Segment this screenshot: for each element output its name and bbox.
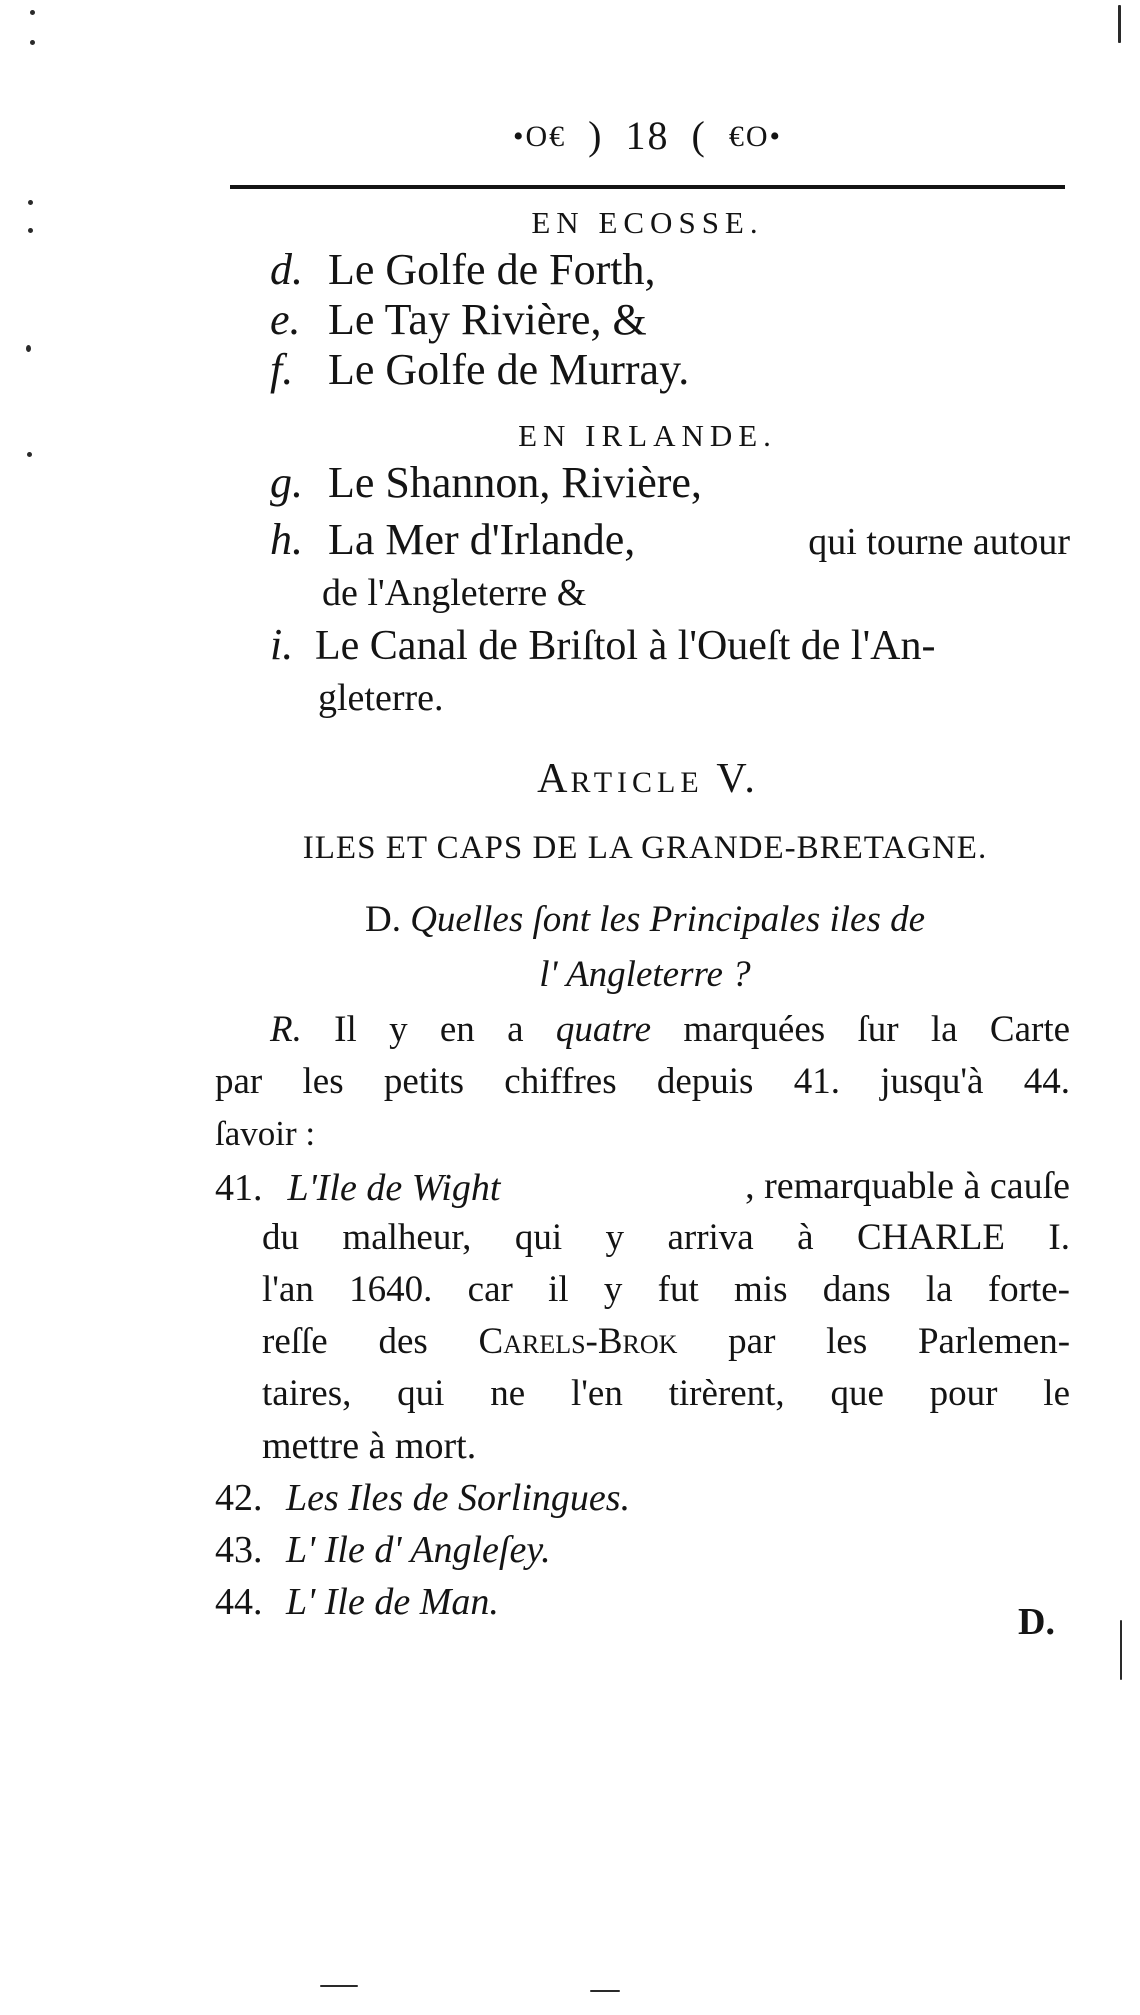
- item-text: La Mer d'Irlande,: [328, 515, 636, 564]
- scotland-heading: EN ECOSSE.: [531, 205, 764, 240]
- answer-emphasis: quatre: [555, 1009, 652, 1050]
- item-text: Le Golfe de Forth,: [328, 245, 656, 294]
- entry-41-line4: [262, 1317, 1070, 1367]
- item-label: g.: [270, 458, 303, 507]
- question-line1: [215, 898, 1075, 941]
- scotland-item-e: [270, 295, 647, 345]
- entry-number: 44.: [215, 1581, 263, 1623]
- scan-speck: [28, 228, 33, 233]
- question-text: l' Angleterre ?: [539, 954, 751, 995]
- item-label: f.: [270, 345, 294, 394]
- entry-41: [215, 1161, 1070, 1213]
- answer-line1: [270, 1005, 1070, 1055]
- scan-speck: [27, 452, 32, 457]
- ireland-heading: EN IRLANDE.: [518, 418, 777, 453]
- ireland-item-i: [270, 620, 1070, 671]
- right-ornament-icon: €O•: [728, 120, 782, 153]
- item-text: Le Tay Rivière, &: [328, 295, 647, 344]
- item-text: Le Golfe de Murray.: [328, 345, 690, 394]
- entry-44: [215, 1577, 499, 1627]
- entry-41-line3: l'an 1640. car il y fut mis dans la forte-: [262, 1269, 1070, 1310]
- entry-41-line6: mettre à mort.: [262, 1425, 477, 1467]
- catchword: D.: [1018, 1601, 1055, 1643]
- question-label: D.: [364, 899, 401, 940]
- item-label: e.: [270, 295, 301, 344]
- entry-number: 42.: [215, 1477, 263, 1519]
- page-number: ) 18 (: [588, 113, 707, 158]
- entry-number: 43.: [215, 1529, 263, 1571]
- entry-text: , remarquable à cauſe: [745, 1165, 1070, 1207]
- section-title: ILES ET CAPS DE LA GRANDE-BRETAGNE.: [302, 830, 988, 866]
- entry-title: L' Ile d' Angleſey.: [286, 1529, 551, 1571]
- page-header: [230, 112, 1065, 159]
- article-heading: [230, 755, 1065, 803]
- header-rule: [230, 185, 1065, 189]
- ireland-item-h-line2: de l'Angleterre &: [322, 572, 587, 614]
- scan-speck: [320, 1985, 358, 1987]
- item-text-continued: qui tourne autour: [808, 521, 1070, 563]
- answer-line2: par les petits chiffres depuis 41. jusqu'à 44.: [215, 1061, 1070, 1102]
- answer-line3: ſavoir :: [215, 1114, 316, 1153]
- scan-speck: [590, 1990, 620, 1992]
- scan-edge-mark: [1118, 5, 1121, 43]
- question-text: Quelles ſont les Principales iles de: [410, 899, 926, 940]
- ireland-item-h: [270, 515, 1070, 565]
- answer-text: Il y en a: [334, 1009, 524, 1050]
- entry-text: par les Parlemen-: [728, 1321, 1071, 1362]
- answer-label: R.: [270, 1009, 302, 1050]
- entry-title: L'Ile de Wight: [287, 1167, 501, 1209]
- item-label: d.: [270, 245, 303, 294]
- item-label: i.: [270, 620, 294, 669]
- entry-number: 41.: [215, 1167, 263, 1209]
- item-text: Le Shannon, Rivière,: [328, 458, 702, 507]
- scan-speck: [30, 10, 35, 15]
- ireland-item-i-line2: gleterre.: [318, 677, 444, 719]
- scotland-item-f: [270, 345, 689, 395]
- item-label: h.: [270, 515, 303, 564]
- article-initial: A: [537, 756, 571, 802]
- scan-speck: [30, 40, 35, 45]
- article-number: V.: [716, 756, 758, 802]
- scotland-item-d: [270, 245, 655, 295]
- scan-speck: [28, 200, 33, 205]
- entry-41-line2: du malheur, qui y arriva à CHARLE I.: [262, 1217, 1070, 1258]
- entry-43: [215, 1525, 551, 1575]
- answer-text: marquées ſur la Carte: [683, 1009, 1071, 1050]
- entry-text: reſſe des: [262, 1321, 428, 1362]
- entry-place-name: Carels-Brok: [478, 1321, 678, 1362]
- entry-42: [215, 1473, 630, 1523]
- entry-title: L' Ile de Man.: [286, 1581, 499, 1623]
- article-word: RTICLE: [570, 766, 704, 799]
- entry-title: Les Iles de Sorlingues.: [286, 1477, 631, 1519]
- ireland-item-g: [270, 458, 702, 508]
- item-text: Le Canal de Briſtol à l'Oueſt de l'An-: [315, 623, 936, 669]
- scan-speck: [26, 345, 31, 352]
- entry-41-line5: taires, qui ne l'en tirèrent, que pour le: [262, 1373, 1070, 1414]
- left-ornament-icon: •O€: [513, 120, 567, 153]
- scan-edge-mark: [1120, 1620, 1122, 1680]
- question-line2: [215, 953, 1075, 996]
